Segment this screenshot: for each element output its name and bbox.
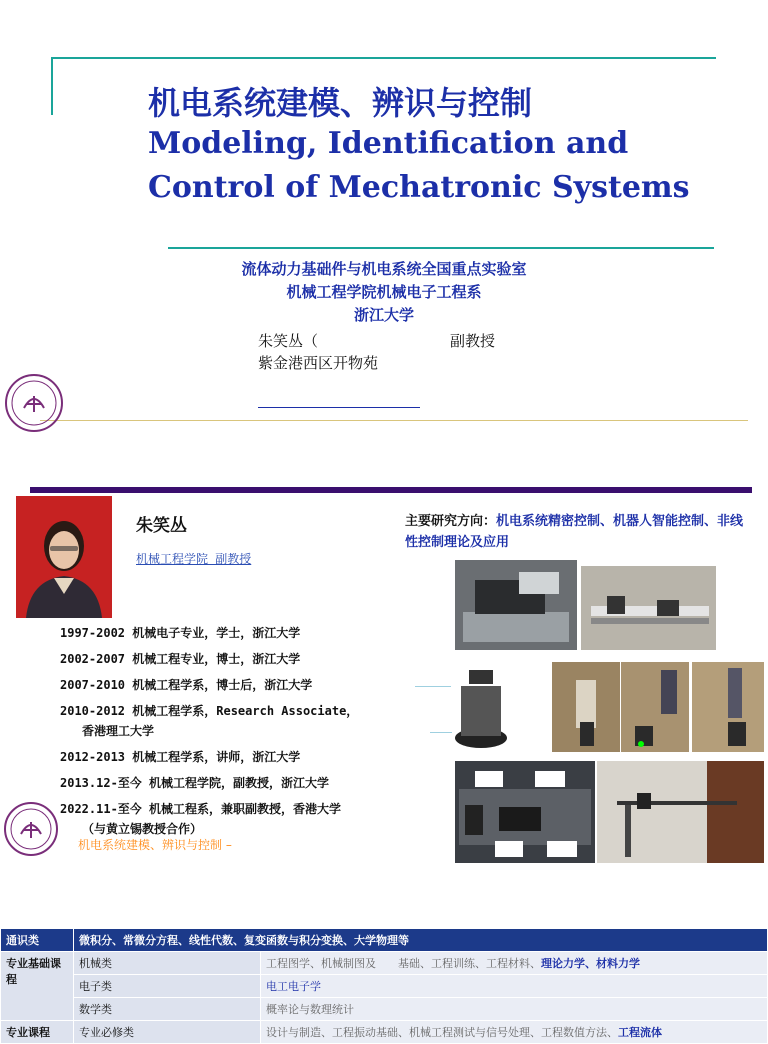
table-row: 专业课程 专业必修类 设计与制造、工程振动基础、机械工程测试与信号处理、工程数值方法、工程流体 xyxy=(1,1021,768,1044)
research-direction: 主要研究方向：机电系统精密控制、机器人智能控制、非线性控制理论及应用 xyxy=(405,514,744,550)
title-frame-horizontal xyxy=(51,57,716,59)
lab-photo-corridor1 xyxy=(552,662,620,752)
zju-logo-icon xyxy=(5,374,63,432)
gold-rule xyxy=(40,420,748,421)
instructor-name: 朱笑丛 xyxy=(136,516,187,536)
slide-footer: 机电系统建模、辨识与控制 – xyxy=(78,838,232,852)
instructor-title: 副教授 xyxy=(450,332,496,350)
link-underline xyxy=(258,407,420,408)
table-row: 电子类 电工电子学 xyxy=(1,975,768,998)
instructor-info: 朱笑丛（ 紫金港西区开物苑 xyxy=(258,332,379,372)
timeline-item: 2002-2007 机械工程专业，博士，浙江大学 xyxy=(60,652,301,666)
timeline-item: 2022.11-至今 机械工程系，兼职副教授，香港大学 xyxy=(60,802,342,816)
callout-line xyxy=(415,686,451,687)
timeline-item-cont: （与黄立锡教授合作） xyxy=(82,822,203,836)
timeline-item: 2007-2010 机械工程学系，博士后，浙江大学 xyxy=(60,678,313,692)
table-row: 专业基础课程 机械类 工程图学、机械制图及 基础、工程训练、工程材料、理论力学、材料力学 xyxy=(1,952,768,975)
lab-photo-stage xyxy=(455,560,577,650)
timeline-item: 2013.12-至今 机械工程学院，副教授，浙江大学 xyxy=(60,776,330,790)
lab-photo-testbench xyxy=(455,761,595,863)
career-timeline xyxy=(60,622,440,844)
table-row: 通识类 微积分、常微分方程、线性代数、复变函数与积分变换、大学物理等 xyxy=(1,929,768,952)
table-row: 数学类 概率论与数理统计 xyxy=(1,998,768,1021)
timeline-item: 2012-2013 机械工程学系，讲师，浙江大学 xyxy=(60,750,301,764)
course-title-en: Modeling, Identification and Control of Mechatronic Systems xyxy=(148,126,690,205)
title-divider xyxy=(168,247,714,249)
zju-logo-icon-small xyxy=(4,802,58,856)
timeline-item: 2010-2012 机械工程学系，Research Associate， xyxy=(60,704,359,718)
lab-photo-robot xyxy=(449,664,513,754)
callout-line xyxy=(430,732,452,733)
instructor-dept: 机械工程学院 副教授 xyxy=(136,552,252,566)
title-frame-vertical xyxy=(51,57,53,115)
lab-photo-corridor3 xyxy=(692,662,764,752)
slide-header-bar xyxy=(30,487,752,493)
curriculum-table xyxy=(0,928,768,1044)
lab-info: 流体动力基础件与机电系统全国重点实验室 机械工程学院机械电子工程系 浙江大学 xyxy=(241,260,527,324)
lab-photo-arm xyxy=(597,761,764,863)
timeline-item-cont: 香港理工大学 xyxy=(82,724,155,738)
lab-photo-corridor2 xyxy=(621,662,689,752)
lab-photo-rig xyxy=(581,566,716,650)
portrait-photo xyxy=(16,496,112,618)
course-title-cn: 机电系统建模、辨识与控制 xyxy=(148,84,533,122)
timeline-item: 1997-2002 机械电子专业，学士，浙江大学 xyxy=(60,626,301,640)
